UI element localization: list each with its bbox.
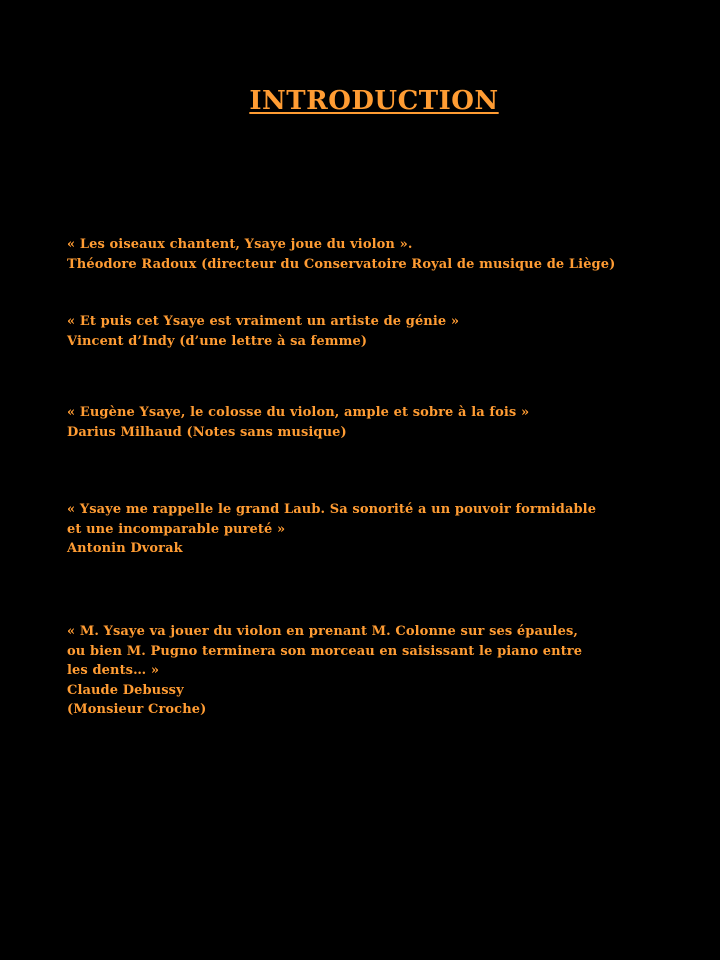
quote-attribution: Théodore Radoux (directeur du Conservatoire Royal de musique de Liège) [67,256,616,272]
quote-attribution: Vincent d’Indy (d’une lettre à sa femme) [67,333,368,349]
quote-line: « M. Ysaye va jouer du violon en prenant M. Colonne sur ses épaules, [67,624,579,639]
quote-line: « Ysaye me rappelle le grand Laub. Sa sonorité a un pouvoir formidable [67,502,597,517]
quote-debussy [67,622,707,720]
quote-attribution: Antonin Dvorak [67,541,183,556]
quote-dvorak [67,500,707,559]
slide-title: INTRODUCTION [249,86,499,116]
quote-milhaud [67,403,707,442]
quote-line: ou bien M. Pugno terminera son morceau en saisissant le piano entre [67,643,583,659]
quote-source: (Monsieur Croche) [67,702,207,717]
quote-line: et une incomparable pureté » [67,521,286,537]
quote-dindy [67,312,707,351]
quote-attribution: Claude Debussy [67,682,184,698]
quote-line: « Eugène Ysaye, le colosse du violon, ample et sobre à la fois » [67,405,530,420]
quote-attribution: Darius Milhaud (Notes sans musique) [67,424,347,440]
quote-radoux [67,235,707,274]
quote-line: « Les oiseaux chantent, Ysaye joue du violon ». [67,237,413,252]
quote-line: « Et puis cet Ysaye est vraiment un artiste de génie » [67,314,460,329]
quote-line: les dents… » [67,663,160,678]
